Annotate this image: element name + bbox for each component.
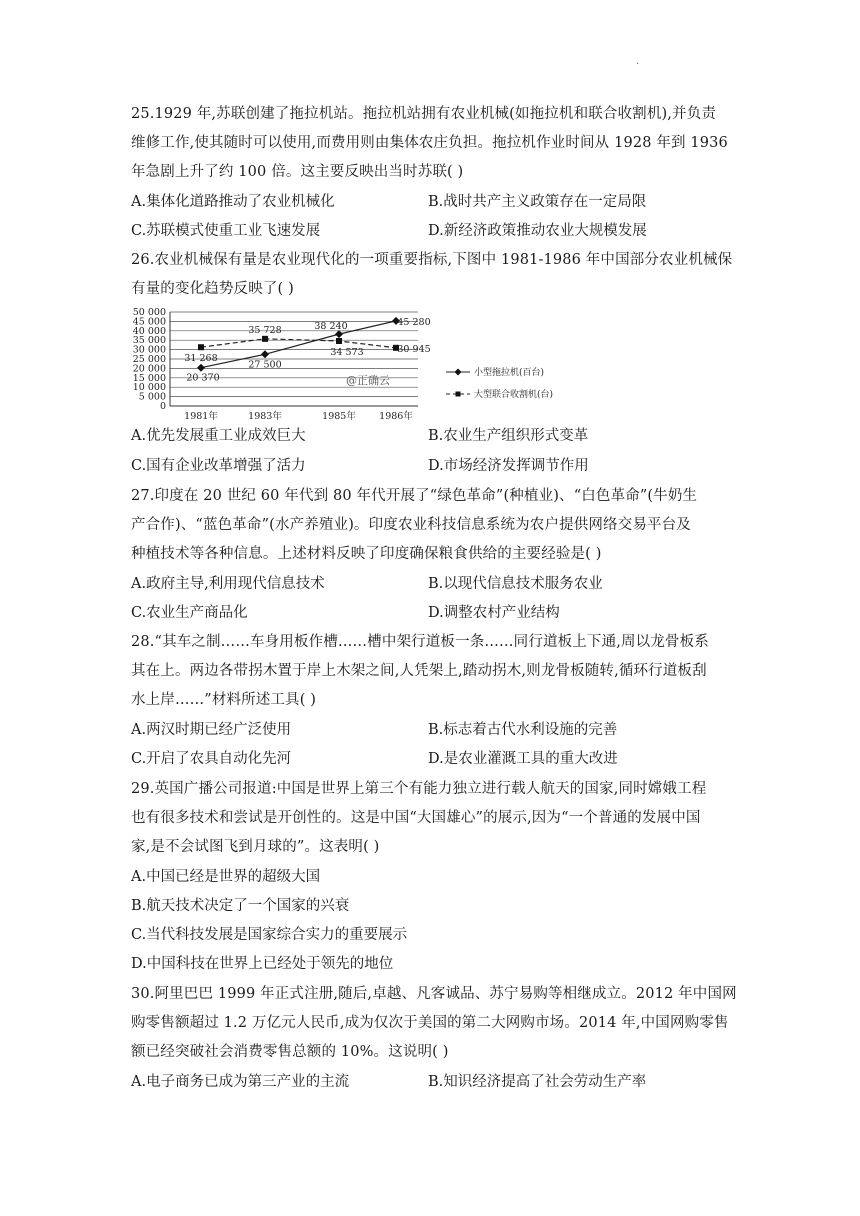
y-tick-label: 15 000	[132, 372, 166, 384]
question-29-option-b: B.航天技术决定了一个国家的兴衰	[131, 898, 350, 914]
question-25-stem-line-3: 年急剧上升了约 100 倍。这主要反映出当时苏联( )	[131, 164, 464, 180]
question-28-option-d: D.是农业灌溉工具的重大改进	[428, 751, 618, 767]
series-line	[201, 321, 396, 371]
question-25-stem-line-2: 维修工作,使其随时可以使用,而费用则由集体农庄负担。拖拉机作业时间从 1928 年到 1936	[131, 135, 728, 151]
y-tick-label: 0	[159, 401, 166, 412]
y-tick-label: 45 000	[132, 316, 166, 328]
question-28-option-b: B.标志着古代水利设施的完善	[428, 722, 618, 738]
question-30-stem-line-2: 购零售额超过 1.2 万亿元人民币,成为仅次于美国的第二大网购市场。2014 年,中国网购零售	[131, 1015, 729, 1031]
y-tick-label: 50 000	[132, 307, 166, 318]
question-30-option-b: B.知识经济提高了社会劳动生产率	[428, 1074, 647, 1090]
question-25-option-b: B.战时共产主义政策存在一定局限	[428, 194, 647, 210]
question-25-option-a: A.集体化道路推动了农业机械化	[131, 194, 335, 210]
machinery-line-chart	[128, 306, 598, 424]
question-25-option-c: C.苏联模式使重工业飞速发展	[131, 223, 321, 239]
data-label: 35 728	[248, 324, 282, 336]
question-29-option-a: A.中国已经是世界的超级大国	[131, 869, 321, 885]
y-tick-label: 40 000	[132, 325, 166, 337]
question-26-option-c: C.国有企业改革增强了活力	[131, 458, 306, 474]
question-27-option-c: C.农业生产商品化	[131, 605, 248, 621]
data-point-square	[198, 344, 204, 350]
question-27-option-b: B.以现代信息技术服务农业	[428, 576, 603, 592]
data-label: 27 500	[248, 359, 282, 371]
corner-mark: .	[636, 56, 640, 67]
data-point-square	[336, 338, 342, 344]
data-point-diamond	[197, 364, 205, 372]
x-tick-label: 1981年	[184, 411, 218, 422]
data-label: 34 573	[330, 347, 364, 359]
question-26-stem-line-1: 26.农业机械保有量是农业现代化的一项重要指标,下图中 1981-1986 年中国部分农业机械保	[131, 252, 733, 268]
question-25-option-d: D.新经济政策推动农业大规模发展	[428, 223, 647, 239]
question-25-stem-line-1: 25.1929 年,苏联创建了拖拉机站。拖拉机站拥有农业机械(如拖拉机和联合收割机),并负责	[131, 106, 716, 122]
data-label: 31 268	[184, 353, 218, 365]
question-27-option-d: D.调整农村产业结构	[428, 605, 560, 621]
y-tick-label: 5 000	[138, 391, 166, 403]
question-29-stem-line-3: 家,是不会试图飞到月球的”。这表明( )	[131, 839, 380, 855]
question-28-stem-line-3: 水上岸……”材料所述工具( )	[131, 692, 317, 708]
question-30-stem-line-1: 30.阿里巴巴 1999 年正式注册,随后,卓越、凡客诚品、苏宁易购等相继成立。2012 年中国网	[131, 986, 737, 1002]
question-27-stem-line-1: 27.印度在 20 世纪 60 年代到 80 年代开展了“绿色革命”(种植业)、“白色革命”(牛奶生	[131, 488, 698, 504]
question-29-option-c: C.当代科技发展是国家综合实力的重要展示	[131, 927, 408, 943]
data-label: 20 370	[186, 372, 220, 384]
data-label: 38 240	[314, 321, 348, 333]
legend-marker-diamond	[455, 369, 462, 376]
x-tick-label: 1983年	[248, 411, 282, 422]
question-29-option-d: D.中国科技在世界上已经处于领先的地位	[131, 956, 394, 972]
question-26-option-d: D.市场经济发挥调节作用	[428, 458, 589, 474]
watermark-text: @正确云	[346, 374, 390, 387]
question-30-option-a: A.电子商务已成为第三产业的主流	[131, 1074, 350, 1090]
y-tick-label: 25 000	[132, 354, 166, 365]
data-point-diamond	[261, 350, 269, 358]
question-29-stem-line-1: 29.英国广播公司报道:中国是世界上第三个有能力独立进行载人航天的国家,同时嫦娥工程	[131, 781, 707, 797]
question-26-stem-line-2: 有量的变化趋势反映了( )	[131, 281, 294, 297]
data-label: 45 280	[397, 316, 431, 328]
y-tick-label: 10 000	[132, 382, 166, 394]
data-label: 30 945	[397, 343, 431, 355]
question-26-option-b: B.农业生产组织形式变革	[428, 428, 589, 444]
y-tick-label: 20 000	[132, 363, 166, 375]
question-27-option-a: A.政府主导,利用现代信息技术	[131, 576, 325, 592]
y-tick-label: 30 000	[132, 344, 166, 356]
x-tick-label: 1986年	[379, 411, 413, 422]
legend-label: 大型联合收割机(台)	[474, 390, 554, 400]
x-tick-label: 1985年	[322, 411, 356, 422]
legend-marker-square	[456, 392, 461, 397]
question-26-option-a: A.优先发展重工业成效巨大	[131, 428, 306, 444]
question-28-stem-line-2: 其在上。两边各带拐木置于岸上木架之间,人凭架上,踏动拐木,则龙骨板随转,循环行道板刮	[131, 663, 707, 679]
question-29-stem-line-2: 也有很多技术和尝试是开创性的。这是中国“大国雄心”的展示,因为“一个普通的发展中国	[131, 810, 701, 826]
question-30-stem-line-3: 额已经突破社会消费零售总额的 10%。这说明( )	[131, 1044, 449, 1060]
question-28-stem-line-1: 28.“其车之制……车身用板作槽……槽中架行道板一条……同行道板上下通,周以龙骨板系	[131, 634, 709, 650]
question-28-option-c: C.开启了农具自动化先河	[131, 751, 292, 767]
question-27-stem-line-2: 产合作)、“蓝色革命”(水产养殖业)。印度农业科技信息系统为农户提供网络交易平台及	[131, 517, 691, 533]
y-tick-label: 35 000	[132, 335, 166, 347]
data-point-square	[262, 336, 268, 342]
question-28-option-a: A.两汉时期已经广泛使用	[131, 722, 292, 738]
question-27-stem-line-3: 种植技术等各种信息。上述材料反映了印度确保粮食供给的主要经验是( )	[131, 546, 602, 562]
legend-label: 小型拖拉机(百台)	[474, 368, 545, 378]
